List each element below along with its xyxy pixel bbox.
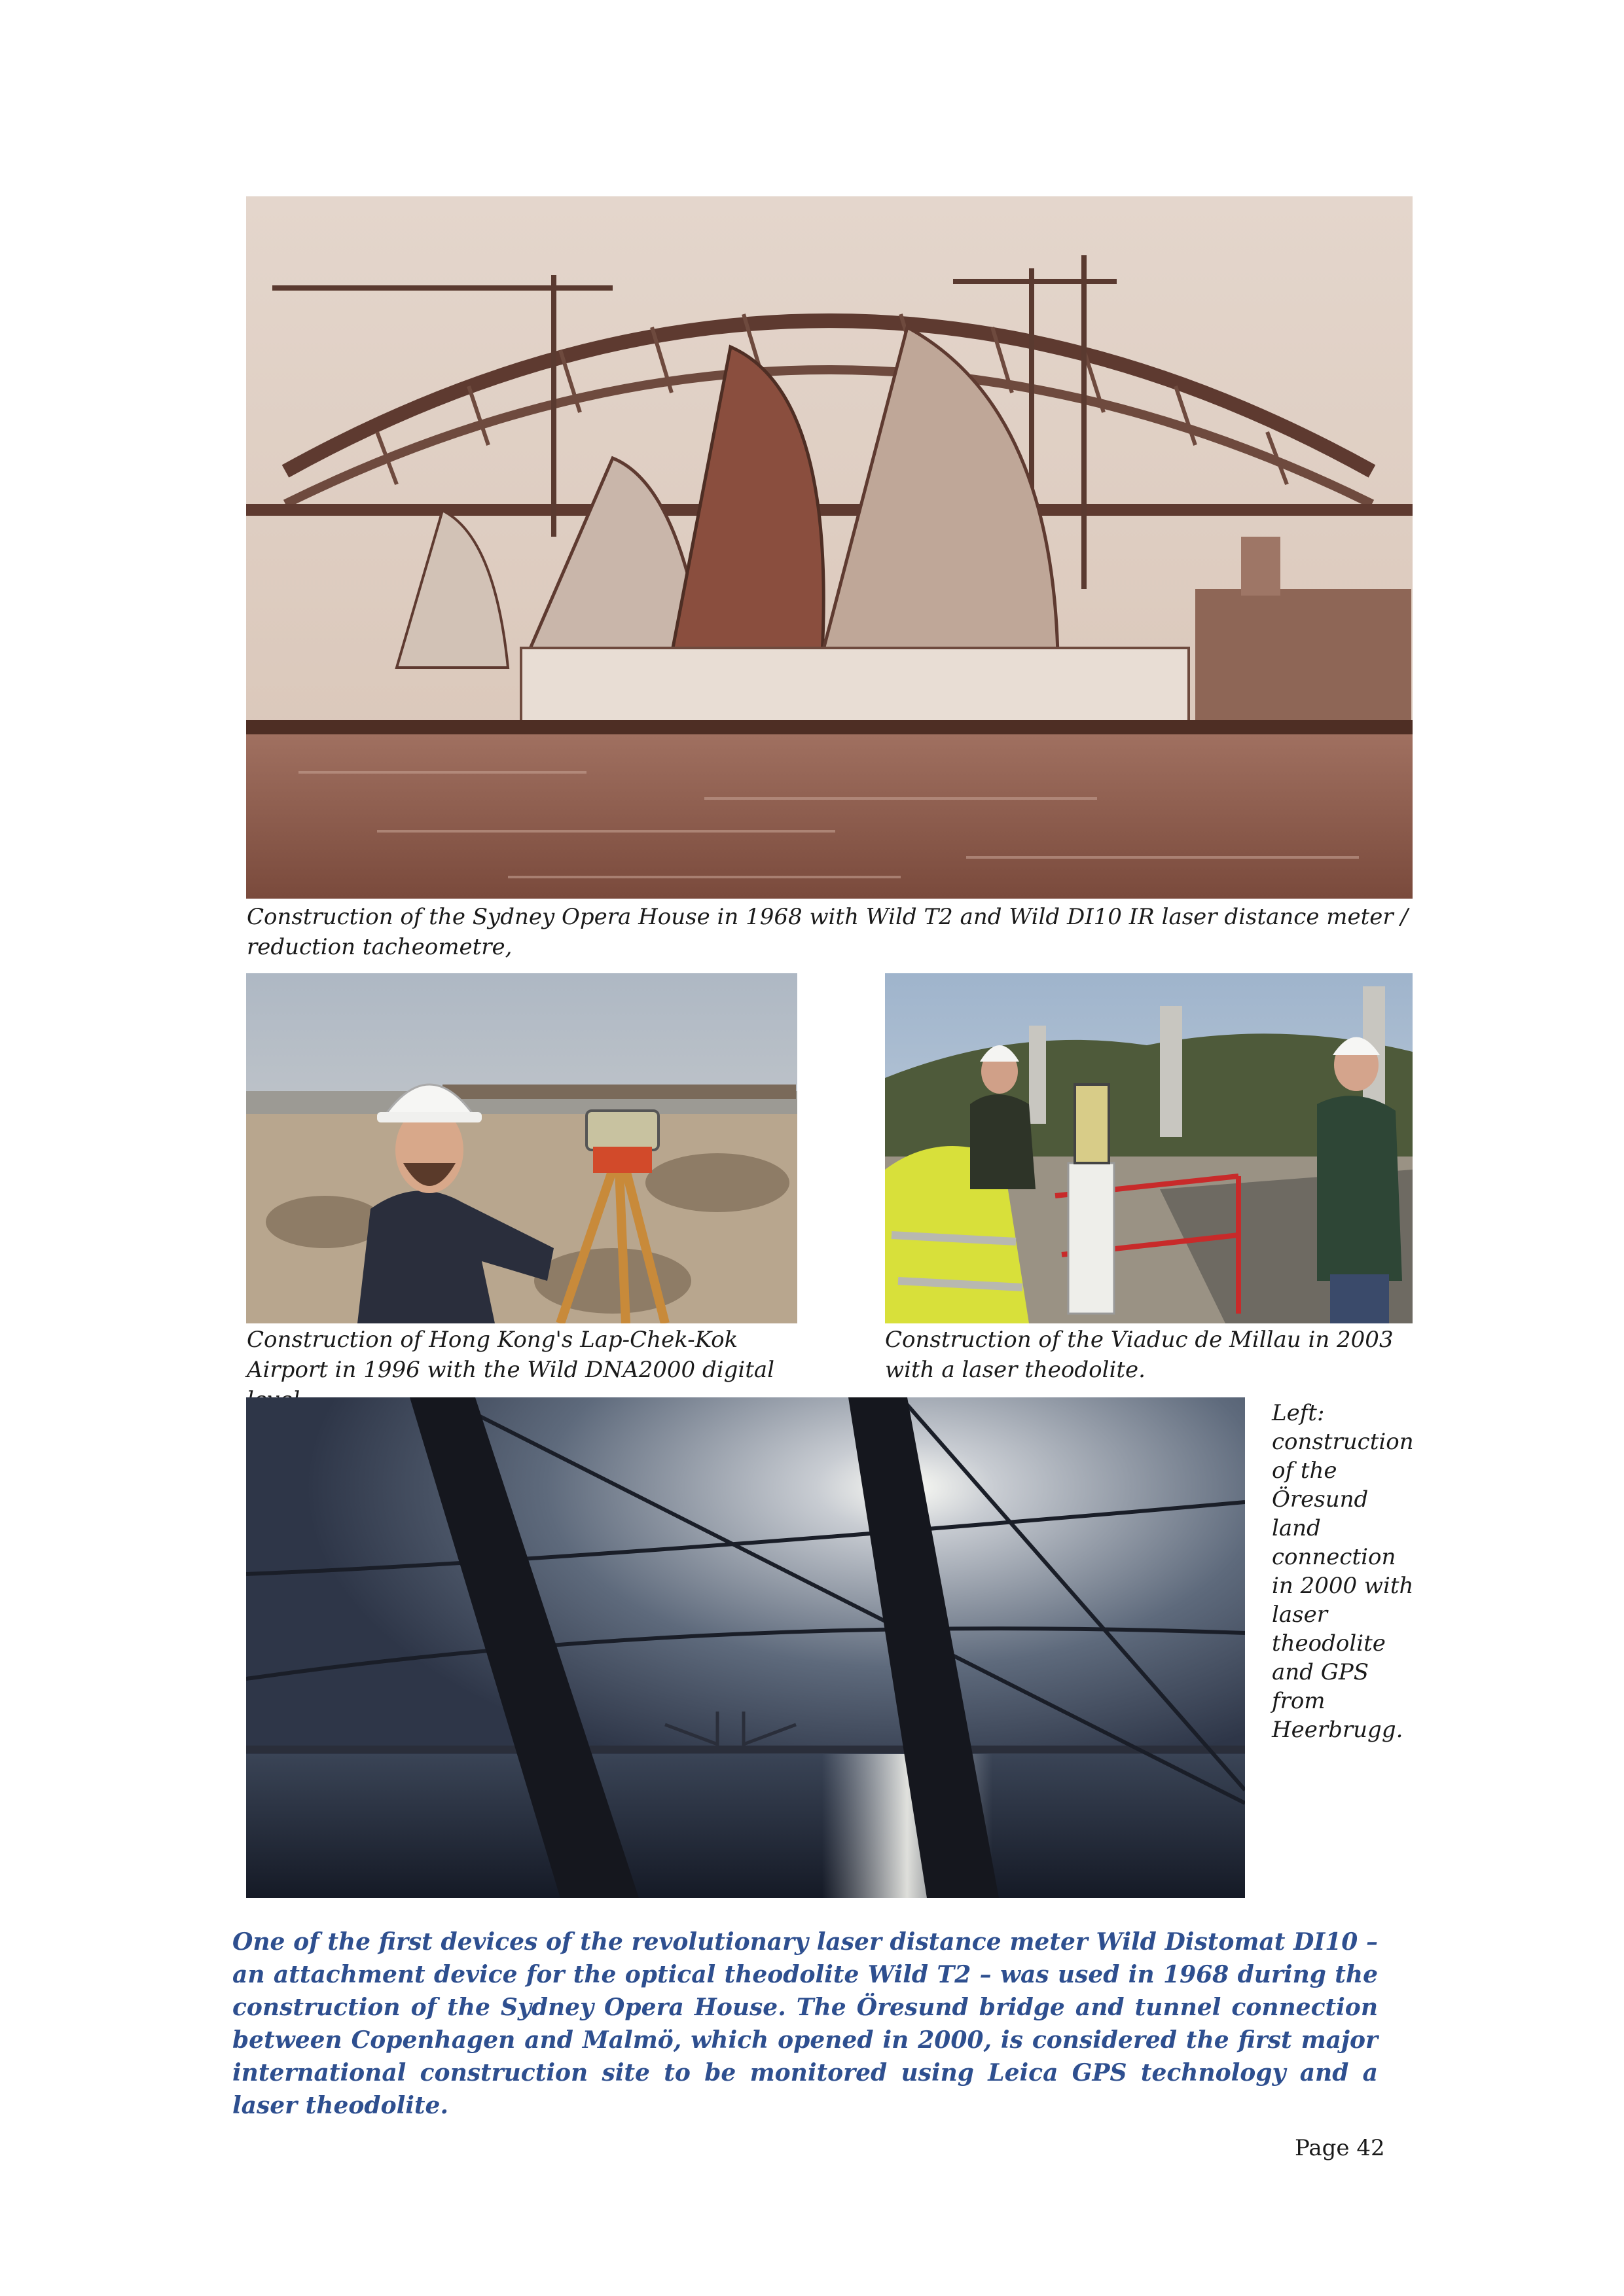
sydney-opera-house-photo xyxy=(246,196,1413,899)
hong-kong-airport-photo xyxy=(246,973,797,1323)
page-number: Page 42 xyxy=(1295,2135,1385,2161)
viaduc-de-millau-photo xyxy=(885,973,1413,1323)
oresund-caption: Left: construction of the Öresund land connection in 2000 with laser theodolite and GPS from Heerbrugg. xyxy=(1272,1400,1414,1743)
sydney-opera-house-caption: Construction of the Sydney Opera House in 1968 with Wild T2 and Wild DI10 IR laser distance meter / reduction tacheometre, xyxy=(247,904,1408,960)
oresund-bridge-photo xyxy=(246,1397,1245,1898)
summary-paragraph: One of the first devices of the revolutionary laser distance meter Wild Distomat DI10 – an attachment device for the optical theodolite Wild T2 – was used in 1968 during the construction of the Sydney Opera House. The Öresund bridge and tunnel connection between Copenhagen and Malmö, which opened in 2000, is considered the first major international construction site to be monitored using Leica GPS technology and a laser theodolite. xyxy=(232,1928,1378,2119)
hong-kong-airport-caption: Construction of Hong Kong's Lap-Chek-Kok Airport in 1996 with the Wild DNA2000 digital xyxy=(247,1327,775,1383)
viaduc-de-millau-caption: Construction of the Viaduc de Millau in 2003 with a laser theodolite. xyxy=(885,1327,1394,1383)
